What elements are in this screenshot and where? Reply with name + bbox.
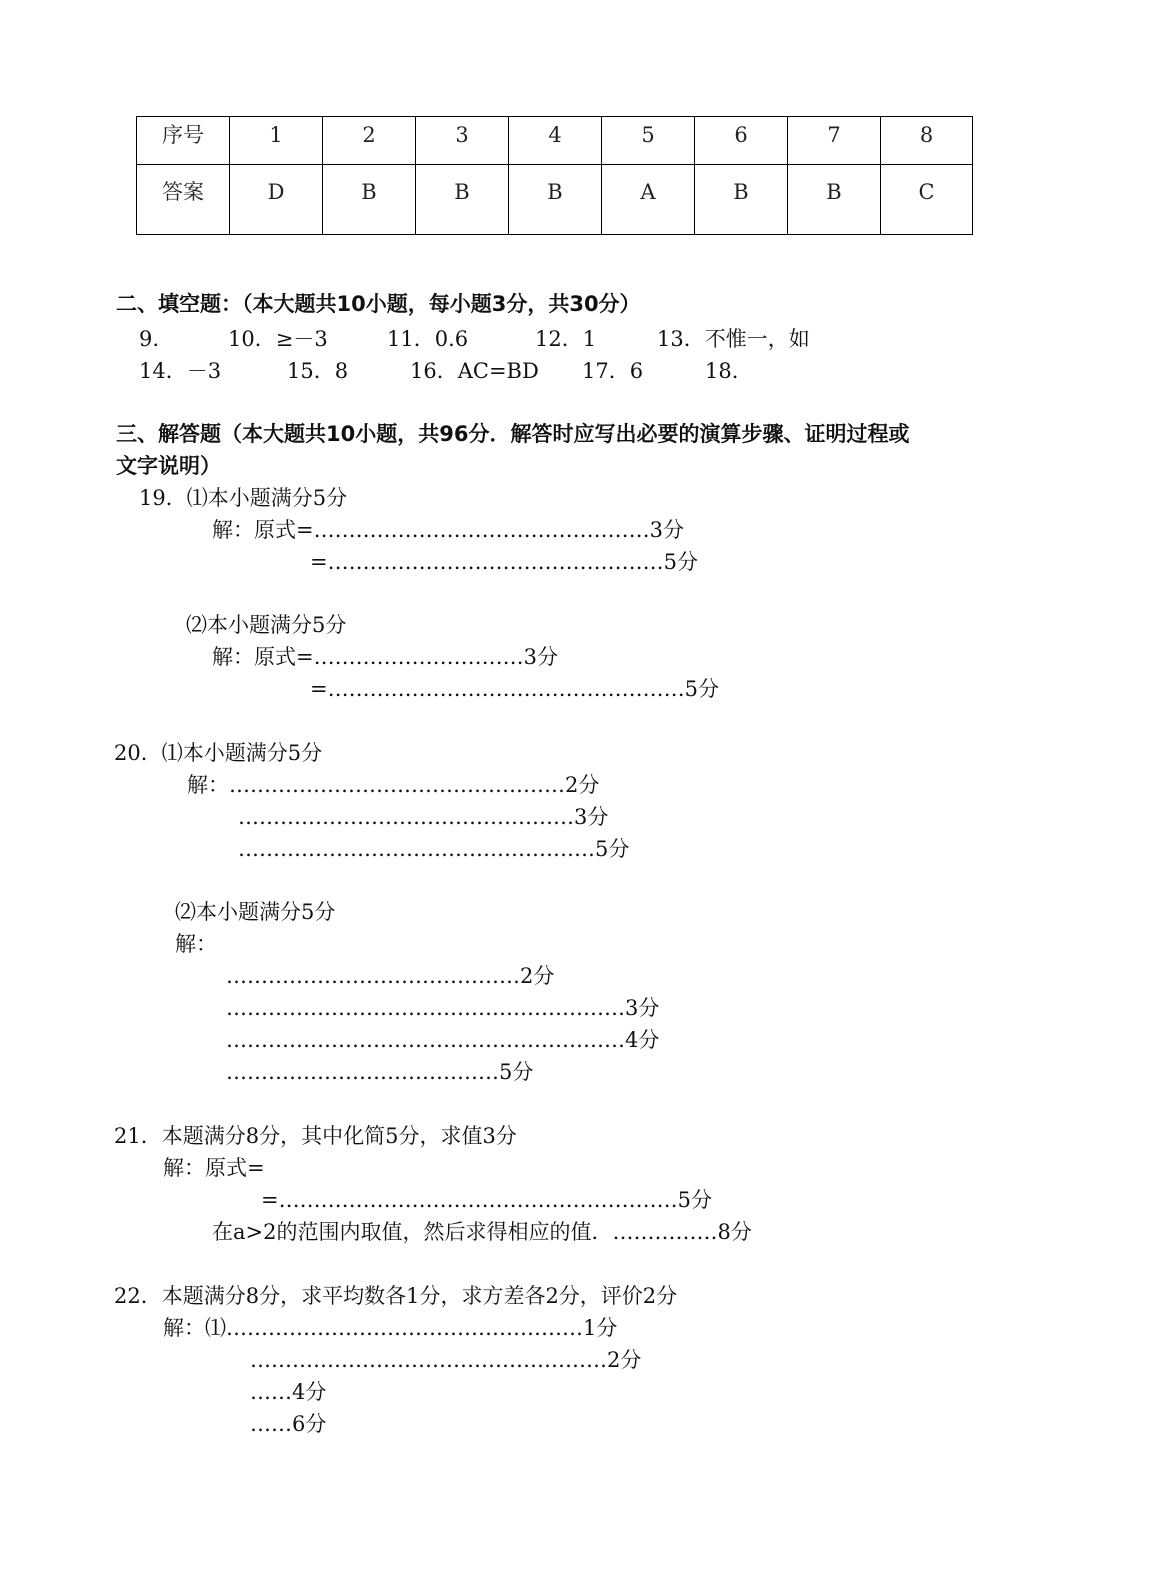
q20-step: …………………………………5分 (226, 1060, 534, 1084)
table-cell: 2 (323, 117, 416, 165)
answer-table (136, 116, 973, 235)
q20-step: 解：…………………………………………2分 (187, 773, 600, 797)
table-answer-row (137, 165, 973, 235)
q19-header: 19．⑴本小题满分5分 (139, 486, 348, 510)
section3-title-cont: 文字说明） (116, 454, 221, 478)
q20-step: ……………………………………………5分 (238, 837, 630, 861)
blank-answer: 9. (139, 327, 160, 351)
table-cell: 序号 (137, 117, 230, 165)
table-cell: B (323, 165, 416, 235)
blank-answer: 16．AC=BD (410, 359, 539, 383)
q19-step: 解：原式=…………………………………………3分 (212, 518, 684, 542)
q19-step: 解：原式=…………………………3分 (212, 645, 558, 669)
q19-step: =……………………………………………5分 (310, 677, 719, 701)
q20-step: …………………………………………3分 (238, 805, 609, 829)
blank-answer: 18. (705, 359, 739, 383)
table-cell: B (416, 165, 509, 235)
table-cell: 3 (416, 117, 509, 165)
q21-step: 解：原式= (163, 1156, 265, 1180)
q22-step: ……………………………………………2分 (250, 1348, 642, 1372)
table-cell: C (881, 165, 973, 235)
q22-step: ……6分 (250, 1412, 327, 1436)
table-cell: 8 (881, 117, 973, 165)
blank-answer: 12．1 (535, 327, 597, 351)
q20-step: ……………………………………2分 (226, 964, 555, 988)
table-cell: 4 (509, 117, 602, 165)
table-cell: B (695, 165, 788, 235)
q20-part2-header: ⑵本小题满分5分 (175, 900, 336, 924)
table-cell: 5 (602, 117, 695, 165)
section2-title: 二、填空题：（本大题共10小题，每小题3分，共30分） (116, 292, 641, 316)
blank-answer: 17．6 (582, 359, 644, 383)
q20-step: …………………………………………………3分 (226, 996, 660, 1020)
q21-step: 在a>2的范围内取值，然后求得相应的值．……………8分 (212, 1220, 752, 1244)
q19-step: =…………………………………………5分 (310, 550, 698, 574)
table-cell: B (509, 165, 602, 235)
table-cell: 7 (788, 117, 881, 165)
q22-step: ……4分 (250, 1380, 327, 1404)
blank-answer: 15．8 (287, 359, 349, 383)
blank-answer: 11．0.6 (387, 327, 469, 351)
q20-header: 20．⑴本小题满分5分 (114, 741, 323, 765)
table-cell: 1 (230, 117, 323, 165)
table-cell: 答案 (137, 165, 230, 235)
q20-step: …………………………………………………4分 (226, 1028, 660, 1052)
blank-answer: 13．不惟一，如 (657, 327, 810, 351)
blank-answer: 10．≥－3 (228, 327, 328, 351)
blank-answer: 14．－3 (139, 359, 222, 383)
q20-jie: 解： (175, 932, 217, 956)
q21-step: =…………………………………………………5分 (261, 1188, 712, 1212)
table-cell: B (788, 165, 881, 235)
table-cell: 6 (695, 117, 788, 165)
section3-title: 三、解答题（本大题共10小题，共96分．解答时应写出必要的演算步骤、证明过程或 (116, 422, 910, 446)
q22-step: 解：⑴……………………………………………1分 (163, 1316, 618, 1340)
q21-header: 21．本题满分8分，其中化简5分，求值3分 (114, 1124, 517, 1148)
q19-part2-header: ⑵本小题满分5分 (186, 613, 347, 637)
q22-header: 22．本题满分8分，求平均数各1分，求方差各2分，评价2分 (114, 1284, 678, 1308)
table-cell: D (230, 165, 323, 235)
table-cell: A (602, 165, 695, 235)
table-header-row (137, 117, 973, 165)
